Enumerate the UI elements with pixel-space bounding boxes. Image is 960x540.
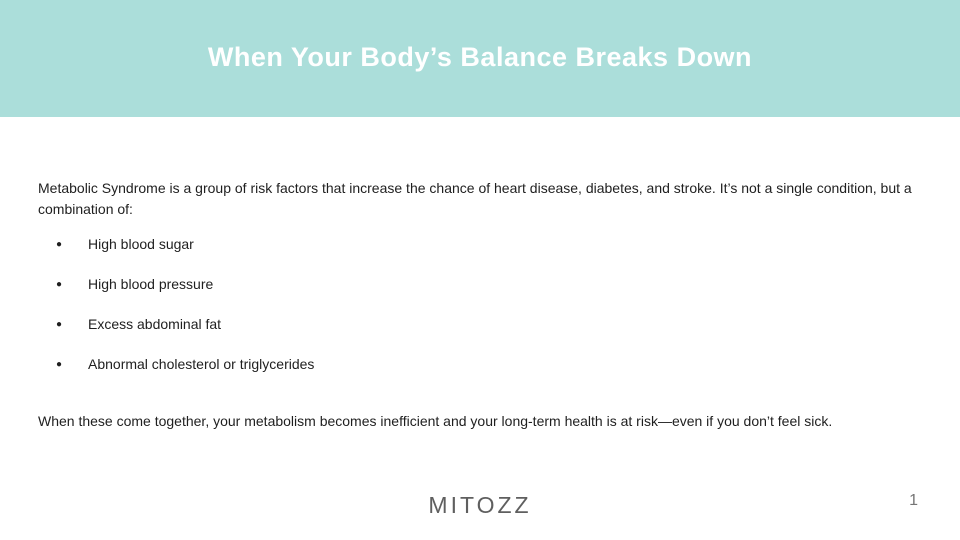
bullet-icon: ● [56, 279, 63, 290]
logo-wordmark: MITOZZ [428, 492, 532, 518]
bullet-text: High blood pressure [88, 276, 214, 292]
bullet-list [38, 234, 922, 394]
outro-paragraph: When these come together, your metabolism becomes inefficient and your long-term health is at risk—even if you don’t feel sick. [38, 413, 833, 429]
bullet-text: Abnormal cholesterol or triglycerides [88, 356, 315, 372]
bullet-text: High blood sugar [88, 236, 194, 252]
list-item [38, 354, 922, 375]
title-band [0, 0, 960, 117]
bullet-icon: ● [56, 239, 63, 250]
list-item [38, 314, 922, 335]
list-item [38, 234, 922, 255]
bullet-icon: ● [56, 319, 63, 330]
bullet-icon: ● [56, 359, 63, 370]
slide-title: When Your Body’s Balance Breaks Down [207, 42, 753, 72]
list-item [38, 274, 922, 295]
intro-paragraph: Metabolic Syndrome is a group of risk factors that increase the chance of heart disease, diabetes, and stroke. It’s not a single condition, but a combination of: [38, 180, 912, 217]
page-number: 1 [909, 492, 918, 509]
bullet-text: Excess abdominal fat [88, 316, 222, 332]
